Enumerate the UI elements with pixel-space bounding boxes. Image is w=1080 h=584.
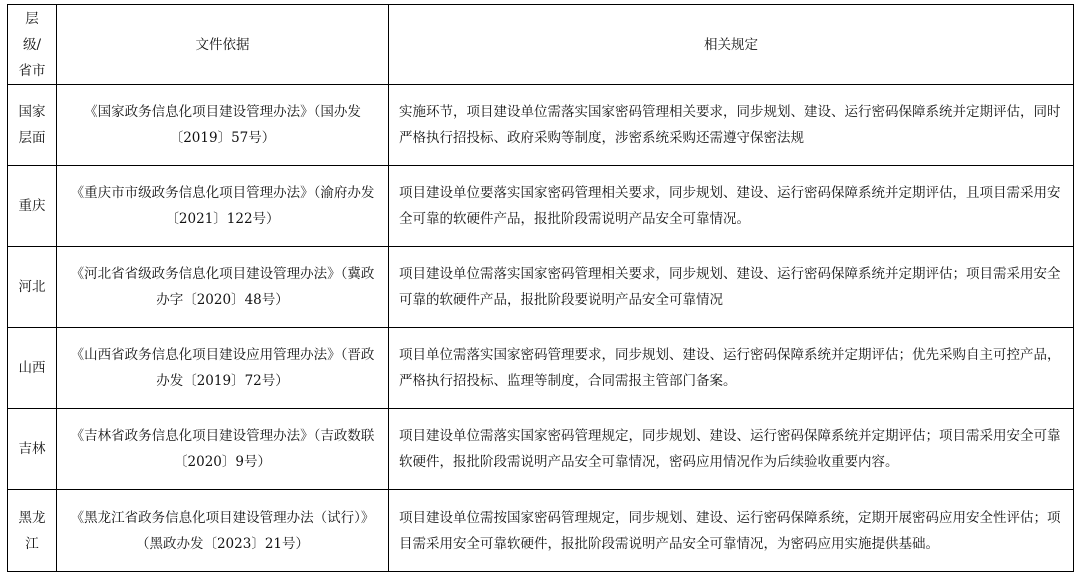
rules-cell: 实施环节，项目建设单位需落实国家密码管理相关要求，同步规划、建设、运行密码保障系统并定期评估，同时严格执行招投标、政府采购等制度，涉密系统采购还需遵守保密法规 (389, 85, 1074, 166)
basis-cell: 《重庆市市级政务信息化项目管理办法》（渝府办发〔2021〕122号） (57, 166, 389, 247)
basis-cell: 《国家政务信息化项目建设管理办法》（国办发〔2019〕57号） (57, 85, 389, 166)
table-row (8, 409, 1074, 490)
rules-cell: 项目建设单位需落实国家密码管理规定，同步规划、建设、运行密码保障系统并定期评估；项目需采用安全可靠软硬件，报批阶段需说明产品安全可靠情况，密码应用情况作为后续验收重要内容。 (389, 409, 1074, 490)
rules-cell: 项目建设单位需按国家密码管理规定，同步规划、建设、运行密码保障系统，定期开展密码应用安全性评估；项目需采用安全可靠软硬件，报批阶段需说明产品安全可靠情况，为密码应用实施提供基础。 (389, 490, 1074, 572)
header-rules: 相关规定 (389, 5, 1074, 85)
level-cell: 吉林 (8, 409, 57, 490)
level-cell: 国家层面 (8, 85, 57, 166)
rules-cell: 项目建设单位需落实国家密码管理相关要求，同步规划、建设、运行密码保障系统并定期评估；项目需采用安全可靠的软硬件产品，报批阶段要说明产品安全可靠情况 (389, 247, 1074, 328)
header-basis: 文件依据 (57, 5, 389, 85)
header-level: 层级/省市 (8, 5, 57, 85)
table-row (8, 328, 1074, 409)
level-cell: 山西 (8, 328, 57, 409)
level-cell: 河北 (8, 247, 57, 328)
table-row (8, 247, 1074, 328)
level-cell: 黑龙江 (8, 490, 57, 572)
basis-cell: 《吉林省政务信息化项目建设管理办法》（吉政数联〔2020〕9号） (57, 409, 389, 490)
rules-cell: 项目单位需落实国家密码管理要求，同步规划、建设、运行密码保障系统并定期评估；优先采购自主可控产品，严格执行招投标、监理等制度，合同需报主管部门备案。 (389, 328, 1074, 409)
basis-cell: 《河北省省级政务信息化项目建设管理办法》（冀政办字〔2020〕48号） (57, 247, 389, 328)
regulations-table (7, 4, 1074, 572)
table-header-row (8, 5, 1074, 85)
level-cell: 重庆 (8, 166, 57, 247)
table-row (8, 490, 1074, 572)
table-row (8, 85, 1074, 166)
basis-cell: 《黑龙江省政务信息化项目建设管理办法（试行）》（黑政办发〔2023〕21号） (57, 490, 389, 572)
rules-cell: 项目建设单位要落实国家密码管理相关要求，同步规划、建设、运行密码保障系统并定期评估，且项目需采用安全可靠的软硬件产品，报批阶段需说明产品安全可靠情况。 (389, 166, 1074, 247)
basis-cell: 《山西省政务信息化项目建设应用管理办法》（晋政办发〔2019〕72号） (57, 328, 389, 409)
table-row (8, 166, 1074, 247)
